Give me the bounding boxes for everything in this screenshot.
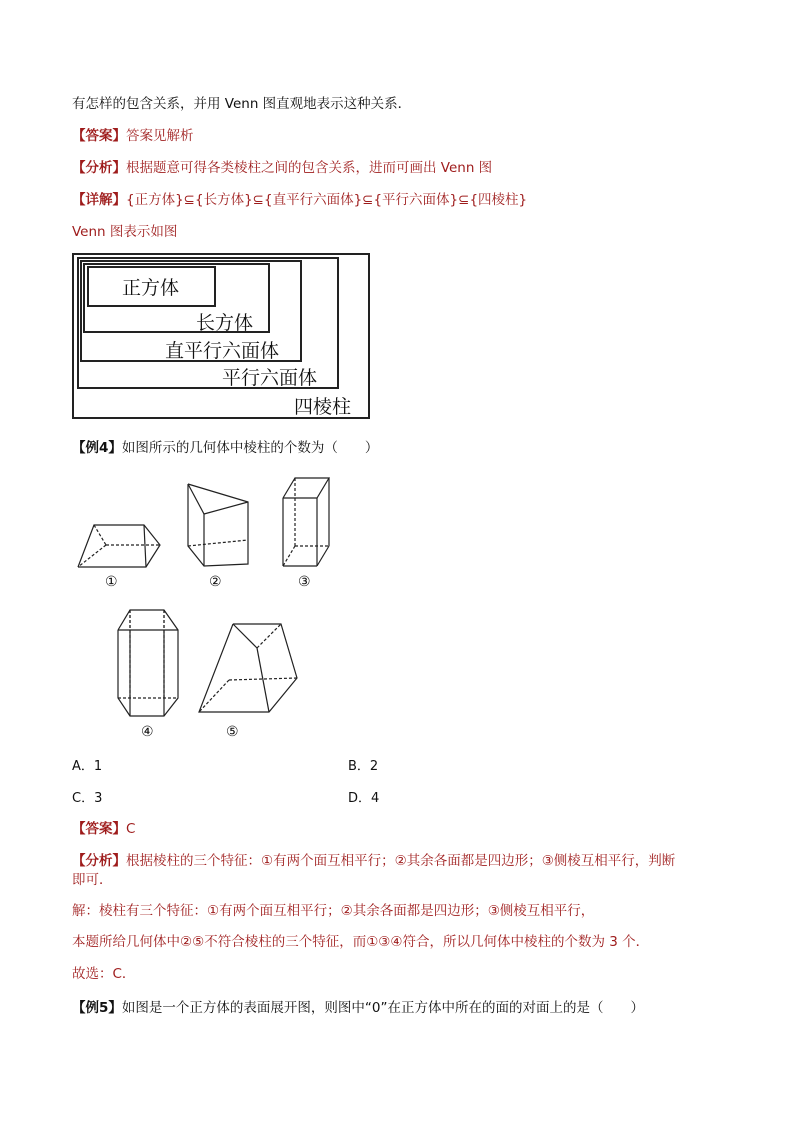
venn-label-parallelepiped: 平行六面体 bbox=[222, 367, 318, 389]
venn-label-cube: 正方体 bbox=[122, 277, 180, 299]
example-4 bbox=[72, 438, 378, 458]
intro-line: 有怎样的包含关系，并用 Venn 图直观地表示这种关系． bbox=[72, 96, 412, 112]
analysis-4-line-2: 即可． bbox=[72, 872, 113, 888]
option-b[interactable]: B．2 bbox=[348, 759, 379, 774]
solid-3-figure bbox=[279, 476, 333, 571]
option-a[interactable]: A．1 bbox=[72, 759, 103, 774]
answer-text: 答案见解析 bbox=[126, 128, 194, 144]
solid-4-label: ④ bbox=[141, 724, 154, 740]
solid-2-figure bbox=[184, 482, 254, 572]
solid-4-figure bbox=[116, 608, 182, 720]
solid-2-label: ② bbox=[209, 574, 222, 590]
venn-diagram bbox=[72, 253, 370, 419]
detail-tag: 【详解】 bbox=[72, 192, 126, 208]
example-5 bbox=[72, 998, 644, 1018]
example-text: 如图是一个正方体的表面展开图，则图中“0”在正方体中所在的面的对面上的是（ ） bbox=[121, 1000, 644, 1016]
option-c[interactable]: C．3 bbox=[72, 791, 103, 806]
analysis-text: 根据题意可得各类棱柱之间的包含关系，进而可画出 Venn 图 bbox=[126, 160, 493, 176]
venn-caption: Venn 图表示如图 bbox=[72, 224, 178, 240]
analysis-3 bbox=[72, 158, 492, 178]
solid-3-label: ③ bbox=[298, 574, 311, 590]
example-tag: 【例4】 bbox=[72, 440, 122, 456]
answer-text: C bbox=[126, 821, 136, 837]
solid-1-figure bbox=[76, 515, 164, 570]
solid-5-label: ⑤ bbox=[226, 724, 239, 740]
solution-4-line-2: 本题所给几何体中②⑤不符合棱柱的三个特征，而①③④符合，所以几何体中棱柱的个数为 3 个． bbox=[72, 934, 650, 950]
answer-tag: 【答案】 bbox=[72, 821, 126, 837]
solid-1-label: ① bbox=[105, 574, 118, 590]
venn-label-cuboid: 长方体 bbox=[196, 312, 254, 334]
venn-label-right-parallelepiped: 直平行六面体 bbox=[165, 340, 280, 362]
detail-3 bbox=[72, 190, 527, 210]
analysis-tag: 【分析】 bbox=[72, 160, 126, 176]
example-text: 如图所示的几何体中棱柱的个数为（ ） bbox=[121, 440, 379, 456]
analysis-4-line-1 bbox=[72, 851, 675, 871]
solution-4-line-1: 解：棱柱有三个特征：①有两个面互相平行；②其余各面都是四边形；③侧棱互相平行， bbox=[72, 903, 595, 919]
answer-4 bbox=[72, 819, 135, 839]
solution-4-line-3: 故选：C． bbox=[72, 966, 136, 982]
answer-3 bbox=[72, 126, 194, 146]
solid-5-figure bbox=[197, 622, 301, 716]
analysis-text: 根据棱柱的三个特征：①有两个面互相平行；②其余各面都是四边形；③侧棱互相平行，判断 bbox=[126, 853, 676, 869]
venn-label-quad-prism: 四棱柱 bbox=[294, 396, 352, 418]
example-tag: 【例5】 bbox=[72, 1000, 122, 1016]
detail-text: {正方体}⊆{长方体}⊆{直平行六面体}⊆{平行六面体}⊆{四棱柱} bbox=[126, 192, 528, 208]
analysis-tag: 【分析】 bbox=[72, 853, 126, 869]
option-d[interactable]: D．4 bbox=[348, 791, 380, 806]
answer-tag: 【答案】 bbox=[72, 128, 126, 144]
